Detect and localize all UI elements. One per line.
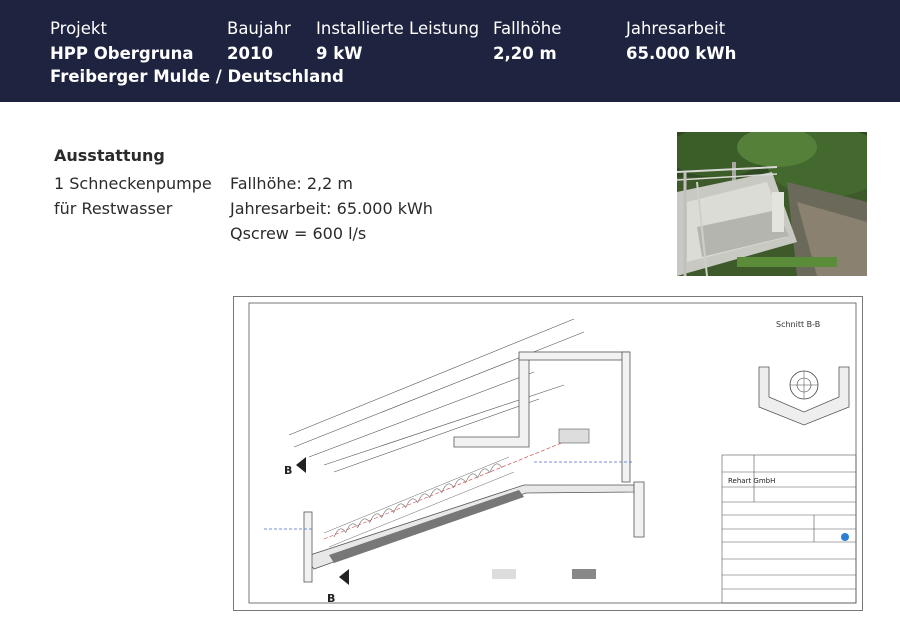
energy-value: 65.000 kWh <box>626 44 737 63</box>
year-column <box>227 16 291 66</box>
power-label: Installierte Leistung <box>316 19 480 38</box>
header-bar <box>0 0 900 102</box>
year-label: Baujahr <box>227 19 291 38</box>
equipment-item: für Restwasser <box>54 199 173 218</box>
equipment-title: Ausstattung <box>54 146 165 165</box>
spec-energy: Jahresarbeit: 65.000 kWh <box>230 199 433 218</box>
head-value: 2,20 m <box>493 44 557 63</box>
power-column <box>316 16 479 66</box>
section-marker-bottom: B <box>327 592 336 605</box>
drawing-svg <box>234 297 862 610</box>
section-title: Schnitt B-B <box>776 320 821 329</box>
equipment-specs <box>230 171 433 246</box>
location-text: Freiberger Mulde / Deutschland <box>50 67 344 86</box>
project-column <box>50 16 193 66</box>
energy-column <box>626 16 736 66</box>
project-label: Projekt <box>50 19 107 38</box>
site-photo <box>677 132 867 276</box>
year-value: 2010 <box>227 44 273 63</box>
head-label: Fallhöhe <box>493 19 562 38</box>
technical-drawing <box>233 296 863 611</box>
company-label: Rehart GmbH <box>728 477 776 485</box>
power-value: 9 kW <box>316 44 363 63</box>
equipment-items <box>54 171 212 221</box>
energy-label: Jahresarbeit <box>626 19 726 38</box>
head-column <box>493 16 561 66</box>
section-marker-top: B <box>284 464 293 477</box>
spec-flow: Qscrew = 600 l/s <box>230 224 367 243</box>
spec-head: Fallhöhe: 2,2 m <box>230 174 353 193</box>
equipment-item: 1 Schneckenpumpe <box>54 174 212 193</box>
site-photo-image <box>677 132 867 276</box>
project-value: HPP Obergruna <box>50 44 194 63</box>
